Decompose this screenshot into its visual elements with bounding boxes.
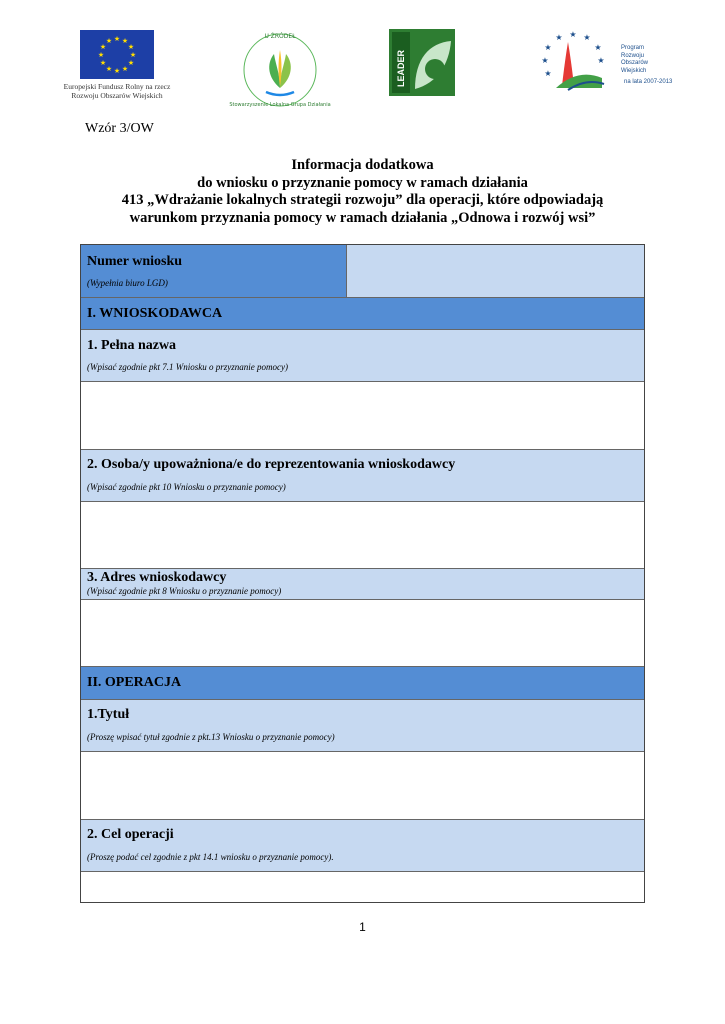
svg-text:U ŹRÓDEŁ: U ŹRÓDEŁ [264, 33, 296, 40]
svg-text:★: ★ [121, 65, 129, 73]
title-line: do wniosku o przyznanie pomocy w ramach działania [197, 174, 528, 191]
svg-text:★: ★ [583, 33, 591, 42]
svg-text:★: ★ [105, 65, 113, 73]
full-name-label: 1. Pełna nazwa [87, 338, 177, 353]
address-label: 3. Adres wnioskodawcy [87, 570, 227, 585]
svg-text:★: ★ [113, 35, 121, 43]
operation-goal-label: 2. Cel operacji [87, 827, 174, 842]
svg-text:★: ★ [105, 37, 113, 45]
application-number-hint: (Wypełnia biuro LGD) [87, 278, 168, 288]
document-title [80, 157, 645, 227]
operation-goal-hint: (Proszę podać cel zgodnie z pkt 14.1 wniosku o przyznanie pomocy). [87, 852, 334, 862]
operation-title-input[interactable] [81, 752, 644, 820]
section-title: II. OPERACJA [87, 675, 182, 690]
leader-logo [389, 29, 455, 96]
application-number-input[interactable] [347, 245, 644, 297]
operation-title-label: 1.Tytuł [87, 707, 130, 722]
svg-text:★: ★ [113, 67, 121, 75]
address-input[interactable] [81, 600, 644, 667]
section-applicant-header [81, 298, 644, 330]
form-identifier: Wzór 3/OW [85, 121, 154, 136]
application-number-label: Numer wniosku [87, 254, 183, 269]
svg-text:★: ★ [127, 59, 135, 67]
svg-text:★: ★ [97, 51, 105, 59]
representatives-input[interactable] [81, 502, 644, 569]
title-line: warunkom przyznania pomocy w ramach działania „Odnowa i rozwój wsi” [129, 209, 596, 226]
section-title: I. WNIOSKODAWCA [87, 306, 223, 321]
svg-text:★: ★ [99, 43, 107, 51]
svg-text:★: ★ [597, 56, 605, 65]
title-line: 413 „Wdrażanie lokalnych strategii rozwoju” dla operacji, które odpowiadają [121, 192, 604, 208]
application-number-row [81, 245, 644, 298]
svg-text:★: ★ [594, 43, 602, 52]
svg-text:★: ★ [544, 43, 552, 52]
title-line: Informacja dodatkowa [291, 157, 434, 173]
application-form [80, 244, 645, 903]
representatives-label-row [81, 450, 644, 502]
prow-caption: Program Rozwoju Obszarów Wiejskich [621, 45, 649, 74]
representatives-hint: (Wpisać zgodnie pkt 10 Wniosku o przyznanie pomocy) [87, 482, 286, 492]
svg-text:Stowarzyszenie Lokalna Grupa D: Stowarzyszenie Lokalna Grupa Działania [229, 102, 331, 108]
eu-fund-caption: Europejski Fundusz Rolny na rzecz Rozwoju Obszarów Wiejskich [63, 82, 171, 100]
svg-text:★: ★ [129, 51, 137, 59]
eu-stars-icon [80, 30, 154, 79]
page-number: 1 [359, 920, 366, 934]
operation-title-hint: (Proszę wpisać tytuł zgodnie z pkt.13 Wniosku o przyznanie pomocy) [87, 732, 335, 742]
svg-text:★: ★ [127, 43, 135, 51]
section-operation-header [81, 667, 644, 700]
operation-goal-input[interactable] [81, 872, 644, 902]
full-name-label-row [81, 330, 644, 382]
application-number-label-cell [81, 245, 347, 297]
goal-label-row [81, 820, 644, 872]
lgd-u-zrodel-logo [229, 26, 331, 110]
address-hint: (Wpisać zgodnie pkt 8 Wniosku o przyznanie pomocy) [87, 586, 282, 596]
title-label-row [81, 700, 644, 752]
prow-logo [538, 28, 608, 93]
svg-text:★: ★ [541, 56, 549, 65]
prow-years: na lata 2007-2013 [624, 79, 673, 85]
svg-text:★: ★ [569, 30, 577, 39]
svg-text:★: ★ [99, 59, 107, 67]
eu-flag-logo [80, 30, 154, 79]
svg-text:★: ★ [544, 69, 552, 78]
address-label-row [81, 569, 644, 600]
representatives-label: 2. Osoba/y upoważniona/e do reprezentowania wnioskodawcy [87, 457, 456, 472]
svg-text:LEADER: LEADER [396, 49, 406, 87]
svg-text:★: ★ [555, 33, 563, 42]
svg-text:★: ★ [121, 37, 129, 45]
full-name-hint: (Wpisać zgodnie pkt 7.1 Wniosku o przyznanie pomocy) [87, 362, 288, 372]
full-name-input[interactable] [81, 382, 644, 450]
